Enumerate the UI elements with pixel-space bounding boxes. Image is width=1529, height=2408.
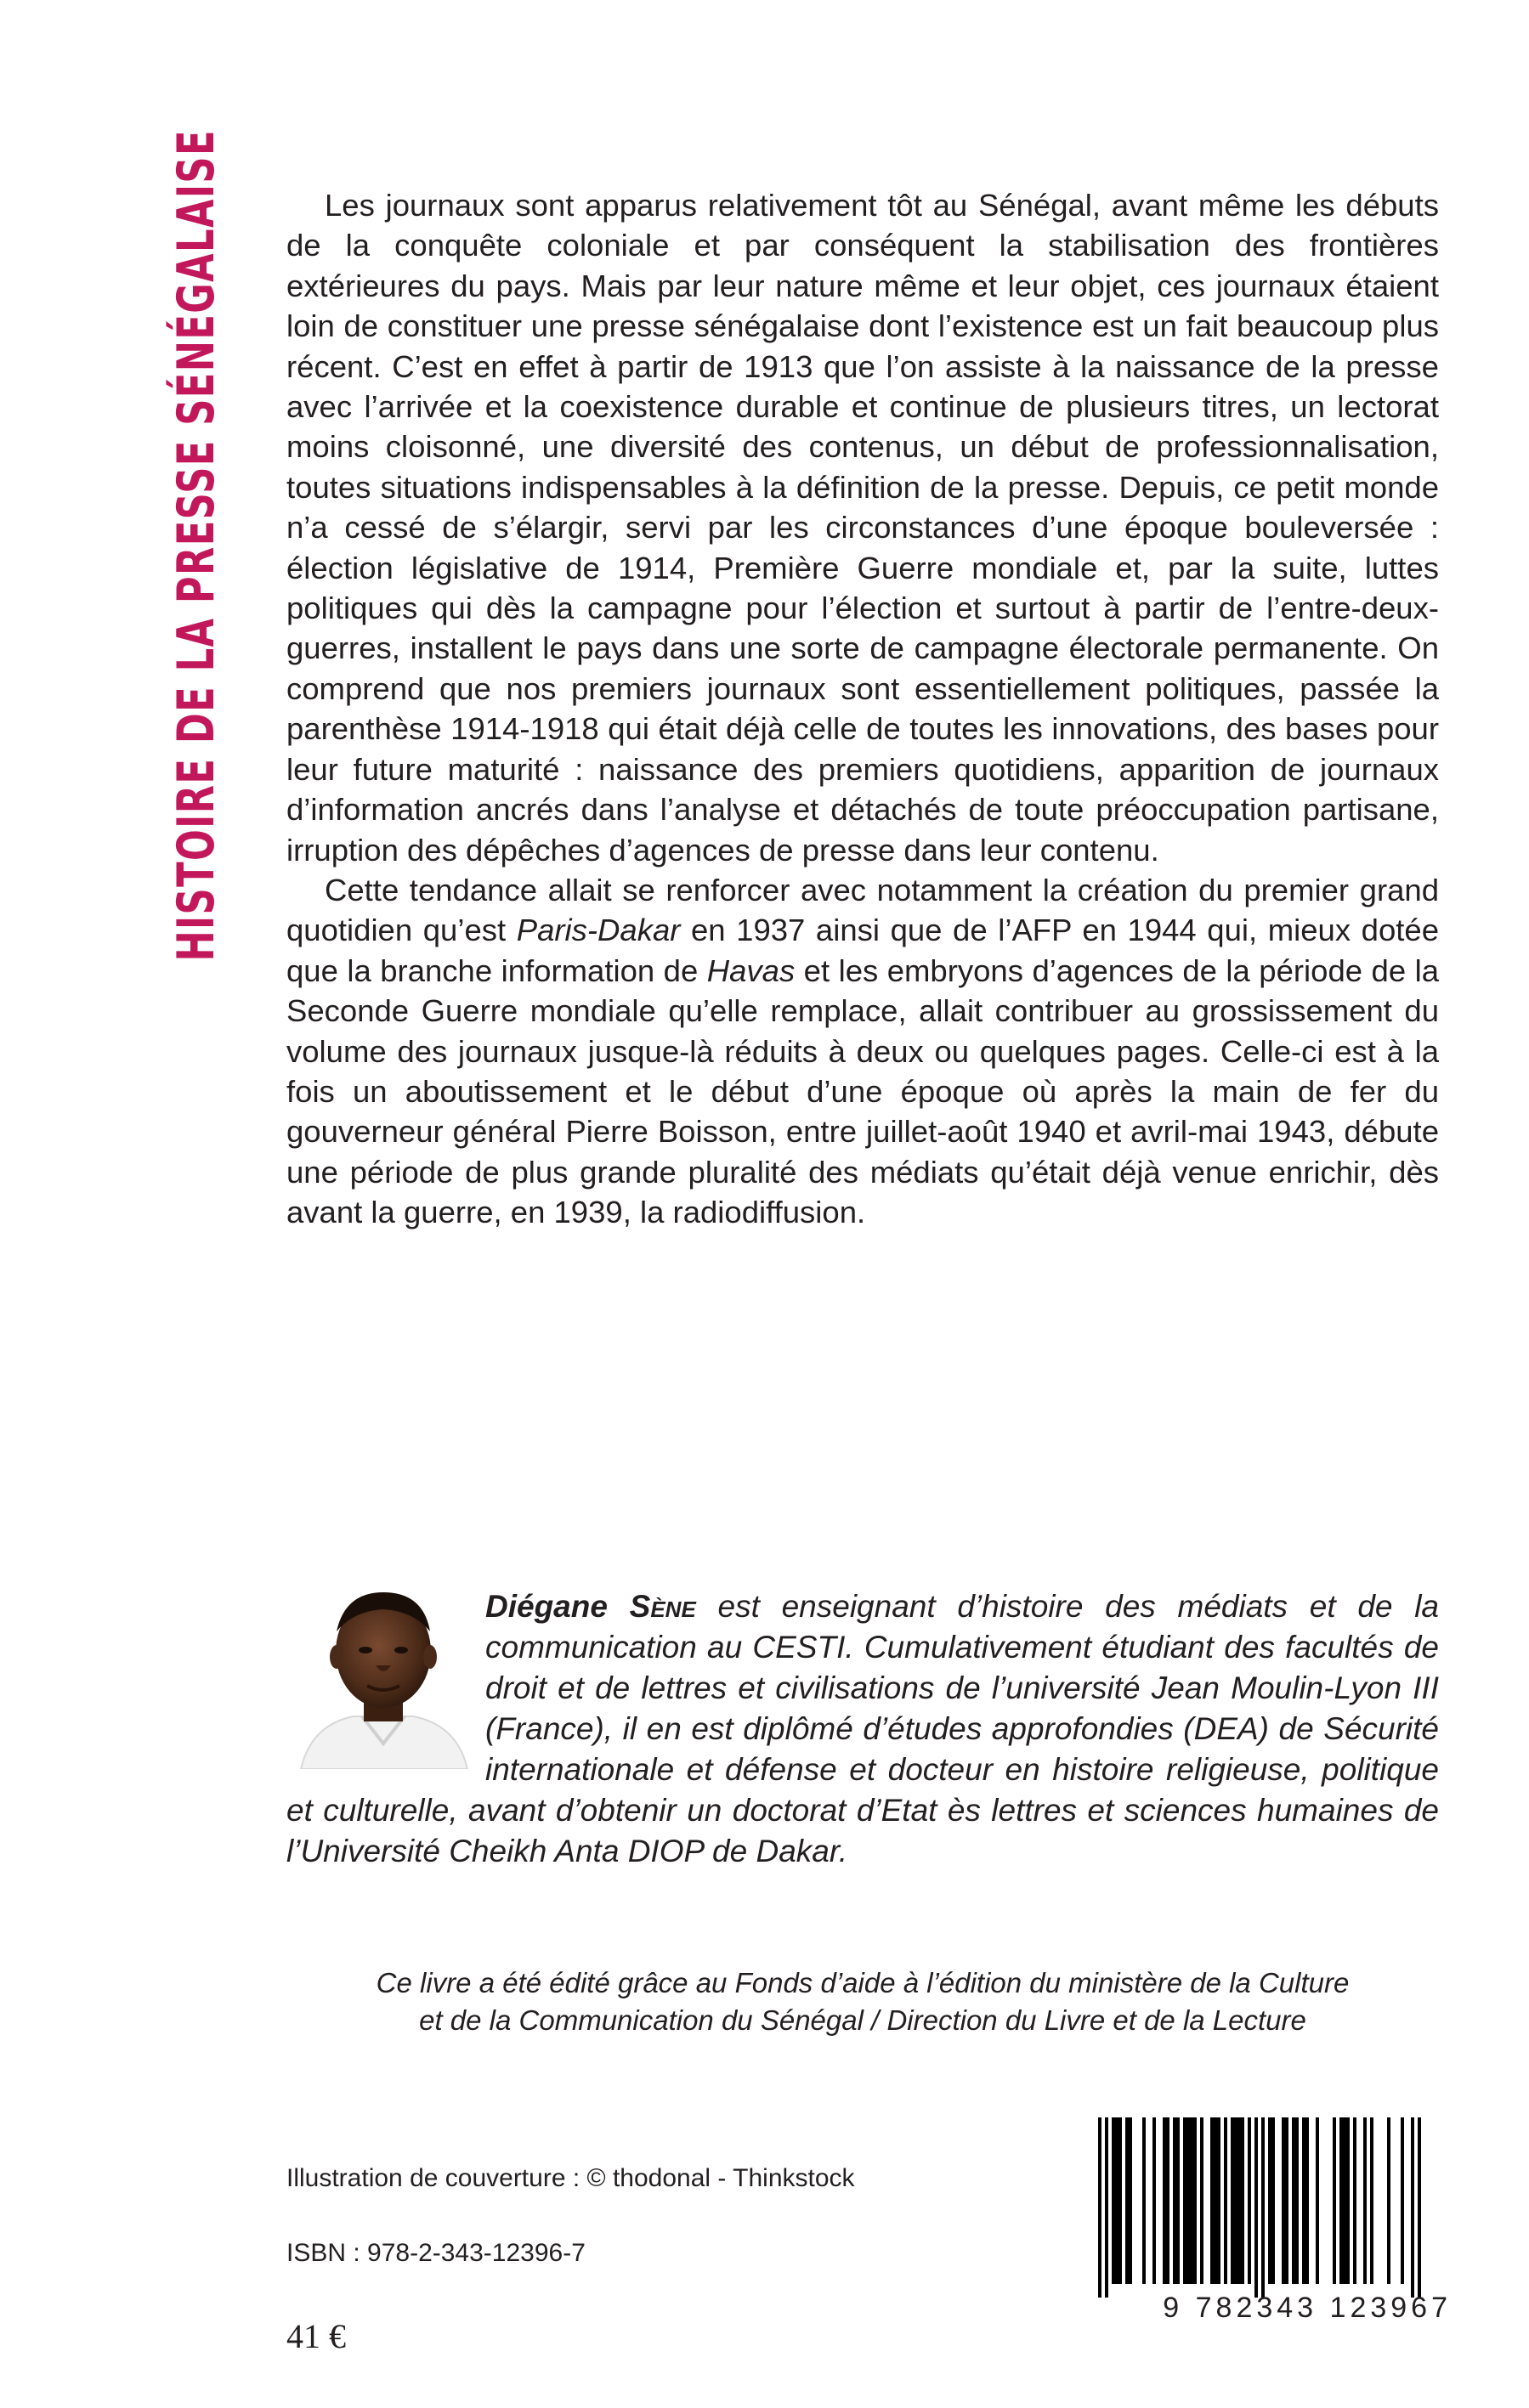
title-paris-dakar: Paris-Dakar — [516, 913, 681, 948]
barcode-bar — [1292, 2117, 1295, 2284]
barcode-bar — [1282, 2117, 1285, 2284]
barcode-bar — [1224, 2117, 1227, 2284]
barcode-bar — [1176, 2117, 1180, 2284]
barcode-bar — [1346, 2117, 1350, 2284]
barcode-bar — [1387, 2117, 1390, 2284]
price: 41 € — [286, 2317, 346, 2355]
barcode-bar — [1112, 2117, 1115, 2284]
barcode-bar — [1200, 2117, 1203, 2284]
barcode-bar — [1234, 2117, 1237, 2284]
barcode-bar — [1295, 2117, 1299, 2284]
barcode-bar — [1098, 2117, 1101, 2298]
barcode-bar — [1129, 2117, 1132, 2284]
barcode-digits: 9 782343 123967 — [1163, 2292, 1452, 2324]
barcode-bar — [1183, 2117, 1186, 2284]
spine-title — [158, 129, 235, 962]
barcode-bar — [1142, 2117, 1146, 2284]
barcode-bar — [1411, 2117, 1414, 2298]
barcode-bar — [1115, 2117, 1118, 2284]
barcode-bar — [1118, 2117, 1122, 2284]
author-name: Diégane Sène — [485, 1589, 696, 1624]
barcode-bar — [1163, 2117, 1166, 2284]
barcode-bar — [1333, 2117, 1336, 2284]
funding-line-2: et de la Communication du Sénégal / Direction du Livre et de la Lecture — [419, 2004, 1306, 2036]
title-havas: Havas — [706, 952, 796, 988]
barcode-bar — [1370, 2117, 1373, 2284]
barcode-bar — [1316, 2117, 1319, 2284]
barcode-bar — [1210, 2117, 1214, 2284]
barcode-bar — [1302, 2117, 1305, 2284]
barcode-bar — [1231, 2117, 1234, 2284]
paragraph-1: Les journaux sont apparus relativement tôt au Sénégal, avant même les débuts de la conquête coloniale et par conséquent la stabilisation des frontières extérieures du pays. Mais par leur nature même et leur objet, ces journaux étaient loin de constituer une presse sénégalaise dont l’existence est un fait beaucoup plus récent. C’est en effet à partir de 1913 que l’on assiste à la naissance de la presse avec l’arrivée et la coexistence durable et continue de plusieurs titres, un lectorat moins cloisonné, une diversité des contenus, un début de professionnalisation, toutes situations indispensables à la définition de la presse. Depuis, ce petit monde n’a cessé de s’élargir, servi par les circonstances d’une époque bouleversée : élection législative de 1914, Première Guerre mondiale et, par la suite, luttes politiques qui dès la campagne pour l’élection et surtout à partir de l’entre-deux-guerres, installent le pays dans une sorte de campagne électorale permanente. On comprend que nos premiers journaux sont essentiellement politiques, passée la parenthèse 1914-1918 qui était déjà celle de toutes les innovations, des bases pour leur future maturité : naissance des premiers quotidiens, apparition de journaux d’information ancrés dans l’analyse et détachés de toute préoccupation partisane, irruption des dépêches d’agences de presse dans leur contenu. — [286, 188, 1439, 868]
barcode-bar — [1271, 2117, 1275, 2284]
back-cover-text — [286, 185, 1439, 1233]
barcode-bar — [1217, 2117, 1220, 2284]
barcode-bar — [1418, 2117, 1421, 2298]
barcode-bar — [1193, 2117, 1197, 2284]
barcode-bar — [1285, 2117, 1288, 2284]
barcode-bar — [1152, 2117, 1156, 2284]
barcode-bar — [1363, 2117, 1367, 2284]
barcode-bar — [1305, 2117, 1309, 2284]
paragraph-2: Cette tendance allait se renforcer avec notamment la création du premier grand quotidien qu’est Paris-Dakar en 1937 ainsi que de l’AFP en 1944 qui, mieux dotée que la branche information de Havas et les embryons d’agences de la période de la Seconde Guerre mondiale qu’elle remplace, allait contribuer au grossissement du volume des journaux jusque-là réduits à deux ou quelques pages. Celle-ci est à la fois un aboutissement et le début d’une époque où après la main de fer du gouverneur général Pierre Boisson, entre juillet-août 1940 et avril-mai 1943, débute une période de plus grande pluralité des médiats qu’était déjà venue enrichir, dès avant la guerre, en 1939, la radiodiffusion. — [286, 872, 1439, 1230]
barcode-bar — [1343, 2117, 1346, 2284]
barcode-bar — [1248, 2117, 1251, 2284]
barcode-bar — [1186, 2117, 1190, 2284]
funding-notice — [286, 1964, 1439, 2039]
barcode-bar — [1214, 2117, 1217, 2284]
barcode-bar — [1268, 2117, 1271, 2284]
author-bio — [286, 1586, 1439, 1872]
author-photo-space — [286, 1586, 485, 1780]
author-bio-text: est enseignant d’histoire des médiats et de la communication au CESTI. Cumulativement étudiant des facultés de droit et de lettres et civilisations de l’université Jean Moulin-Lyon III (France), il en est diplômé d’études approfondies (DEA) de Sécurité internationale et défense et docteur en histoire religieuse, politique et culturelle, avant d’obtenir un doctorat d’Etat ès lettres et sciences humaines de l’Université Cheikh Anta DIOP de Dakar. — [286, 1589, 1440, 1868]
barcode-bar — [1125, 2117, 1129, 2284]
barcode-bar — [1166, 2117, 1169, 2284]
isbn: ISBN : 978-2-343-12396-7 — [286, 2239, 586, 2267]
cover-credit: Illustration de couverture : © thodonal - Thinkstock — [286, 2164, 855, 2192]
barcode-bar — [1353, 2117, 1356, 2284]
spine-title-text: HISTOIRE DE LA PRESSE SÉNÉGALAISE — [167, 129, 226, 962]
barcode-bar — [1241, 2117, 1244, 2284]
barcode-bar — [1105, 2117, 1108, 2298]
barcode-bar — [1237, 2117, 1241, 2284]
barcode-bar — [1173, 2117, 1176, 2284]
barcode-bar — [1254, 2117, 1258, 2298]
funding-line-1: Ce livre a été édité grâce au Fonds d’aide à l’édition du ministère de la Culture — [376, 1967, 1350, 1998]
barcode-bar — [1339, 2117, 1343, 2284]
barcode-bar — [1261, 2117, 1265, 2298]
barcode-bar — [1190, 2117, 1193, 2284]
barcode — [1064, 2117, 1452, 2330]
barcode-bar — [1401, 2117, 1404, 2284]
